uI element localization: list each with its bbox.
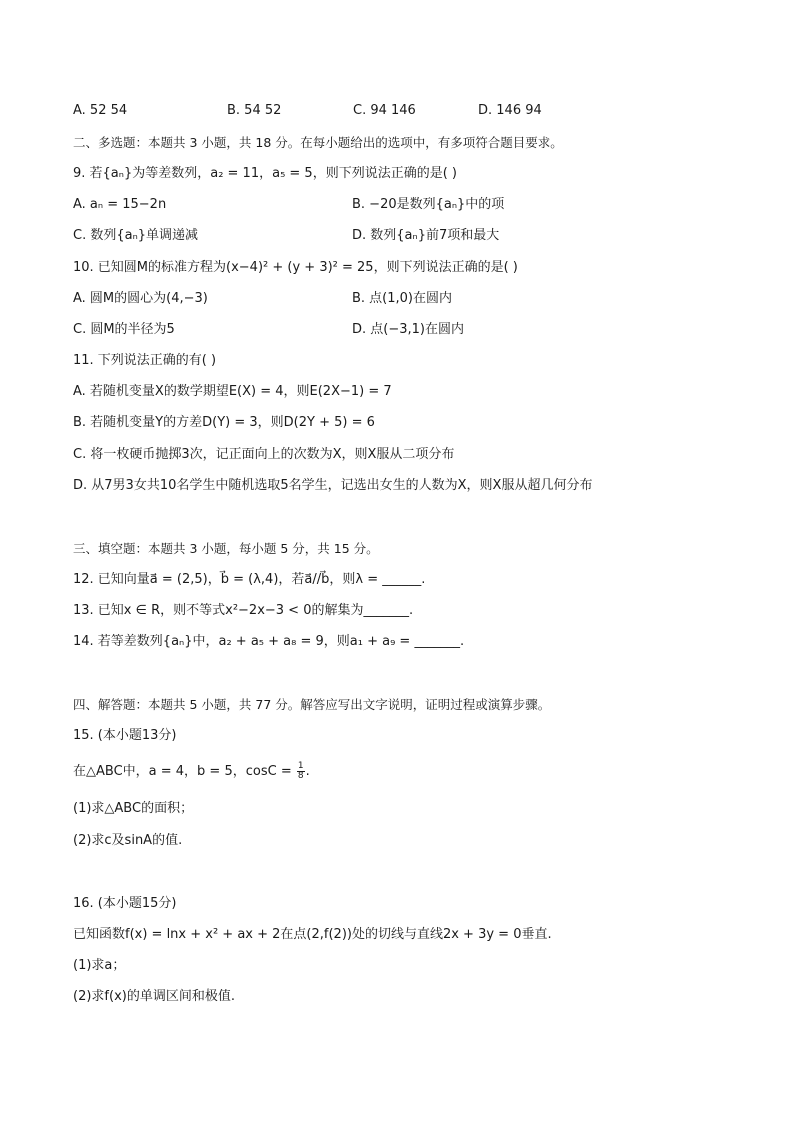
q10-option-a: A. 圆M的圆心为(4,−3) <box>73 291 208 306</box>
q15-header: 15. (本小题13分) <box>73 728 177 743</box>
q8-option-c: C. 94 146 <box>353 103 416 118</box>
q11-option-d: D. 从7男3女共10名学生中随机选取5名学生，记选出女生的人数为X，则X服从超几何分布 <box>73 478 593 493</box>
q16-part-2: (2)求f(x)的单调区间和极值. <box>73 989 235 1004</box>
section-heading-solutions: 四、解答题：本题共 5 小题，共 77 分。解答应写出文字说明，证明过程或演算步骤。 <box>73 697 551 712</box>
q10-stem: 10. 已知圆M的标准方程为(x−4)² + (y + 3)² = 25，则下列说法正确的是( ) <box>73 260 518 275</box>
q11-option-c: C. 将一枚硬币抛掷3次，记正面向上的次数为X，则X服从二项分布 <box>73 447 455 462</box>
q9-stem: 9. 若{aₙ}为等差数列，a₂ = 11，a₅ = 5，则下列说法正确的是( ) <box>73 166 457 181</box>
q9-option-c: C. 数列{aₙ}单调递减 <box>73 228 199 243</box>
fraction-numerator: 1 <box>297 761 304 771</box>
q15-part-2: (2)求c及sinA的值. <box>73 833 183 848</box>
q9-option-d: D. 数列{aₙ}前7项和最大 <box>352 228 500 243</box>
q10-option-b: B. 点(1,0)在圆内 <box>352 291 453 306</box>
q16-header: 16. (本小题15分) <box>73 896 177 911</box>
q15-part-1: (1)求△ABC的面积； <box>73 801 194 816</box>
fraction-denominator: 8 <box>297 771 304 781</box>
q8-option-b: B. 54 52 <box>227 103 282 118</box>
q15-stem-prefix: 在△ABC中，a = 4，b = 5，cosC = <box>73 764 296 779</box>
q9-option-a: A. aₙ = 15−2n <box>73 197 167 212</box>
q9-option-b: B. −20是数列{aₙ}中的项 <box>352 197 505 212</box>
q12-stem: 12. 已知向量a⃗ = (2,5)，b⃗ = (λ,4)，若a⃗//b⃗，则λ = ______. <box>73 572 426 587</box>
q11-option-b: B. 若随机变量Y的方差D(Y) = 3，则D(2Y + 5) = 6 <box>73 415 375 430</box>
q10-option-d: D. 点(−3,1)在圆内 <box>352 322 464 337</box>
q15-stem-suffix: . <box>305 764 310 779</box>
q13-stem: 13. 已知x ∈ R，则不等式x²−2x−3 < 0的解集为_______. <box>73 603 414 618</box>
section-heading-multiple-choice: 二、多选题：本题共 3 小题，共 18 分。在每小题给出的选项中，有多项符合题目要求。 <box>73 135 563 150</box>
q14-stem: 14. 若等差数列{aₙ}中，a₂ + a₅ + a₈ = 9，则a₁ + a₉ = _______. <box>73 634 465 649</box>
q8-option-a: A. 52 54 <box>73 103 128 118</box>
q16-stem: 已知函数f(x) = lnx + x² + ax + 2在点(2,f(2))处的切线与直线2x + 3y = 0垂直. <box>73 927 552 942</box>
section-heading-fill-in: 三、填空题：本题共 3 小题，每小题 5 分，共 15 分。 <box>73 541 379 556</box>
cos-c-fraction <box>297 762 305 781</box>
q11-stem: 11. 下列说法正确的有( ) <box>73 353 217 368</box>
q11-option-a: A. 若随机变量X的数学期望E(X) = 4，则E(2X−1) = 7 <box>73 384 392 399</box>
q15-stem <box>73 762 310 781</box>
q10-option-c: C. 圆M的半径为5 <box>73 322 175 337</box>
q8-option-d: D. 146 94 <box>478 103 542 118</box>
q16-part-1: (1)求a； <box>73 958 126 973</box>
